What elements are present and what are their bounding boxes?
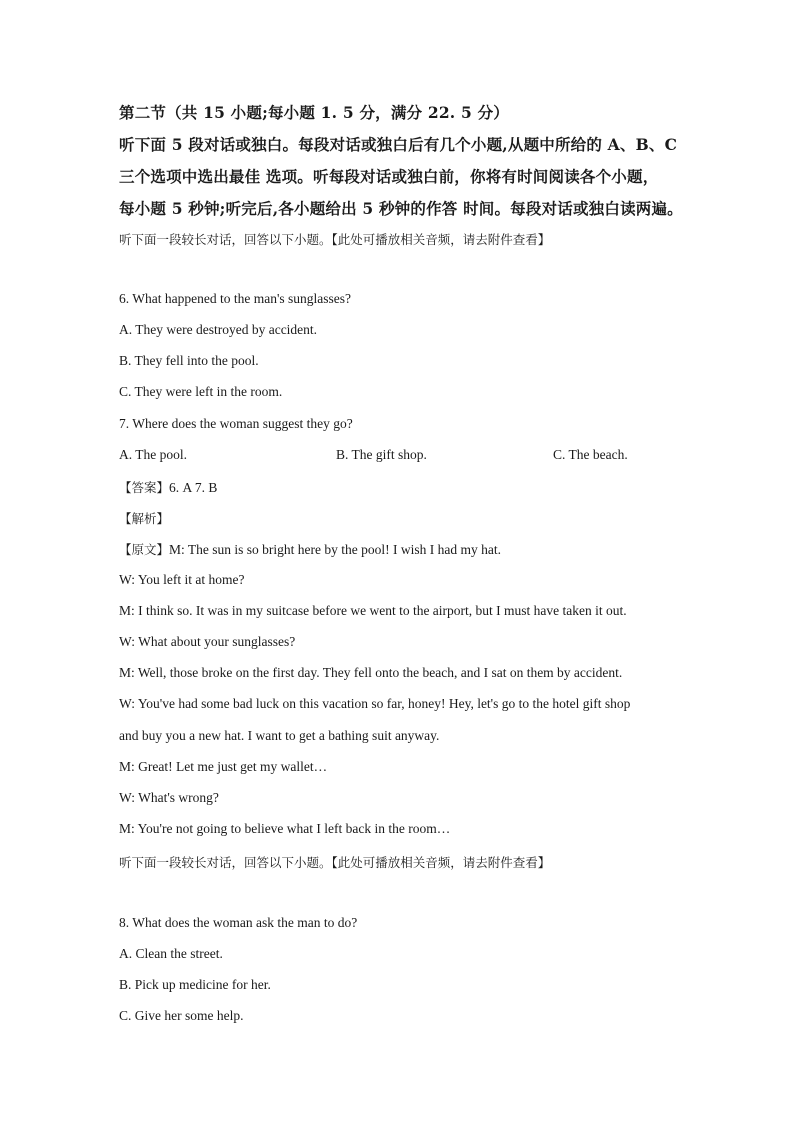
question-7-option-c: C. The beach. <box>553 447 628 462</box>
question-7-option-a: A. The pool. <box>119 447 187 462</box>
transcript-line-5: M: Well, those broke on the first day. They fell onto the beach, and I sat on them by accident. <box>119 665 623 680</box>
listening-prompt-2: 听下面一段较长对话，回答以下小题。【此处可播放相关音频，请去附件查看】 <box>119 855 551 870</box>
answer-tag: 【答案】 <box>119 480 170 495</box>
question-6-option-c: C. They were left in the room. <box>119 384 283 399</box>
question-6-option-b: B. They fell into the pool. <box>119 353 259 368</box>
question-7-option-b: B. The gift shop. <box>336 447 427 462</box>
transcript-line-2: W: You left it at home? <box>119 572 245 587</box>
answer-text: 6. A 7. B <box>169 480 218 495</box>
transcript-tag: 【原文】 <box>119 542 170 557</box>
question-6-option-a: A. They were destroyed by accident. <box>119 322 318 337</box>
transcript-line-7: and buy you a new hat. I want to get a bathing suit anyway. <box>119 728 440 743</box>
instruction-line-3: 每小题 5 秒钟;听完后,各小题给出 5 秒钟的作答 时间。每段对话或独白读两遍。 <box>119 199 683 218</box>
question-8-option-c: C. Give her some help. <box>119 1008 244 1023</box>
transcript-line-3: M: I think so. It was in my suitcase before we went to the airport, but I must have taken it out. <box>119 603 627 618</box>
transcript-line-9: W: What's wrong? <box>119 790 219 805</box>
transcript-line-6: W: You've had some bad luck on this vacation so far, honey! Hey, let's go to the hotel gift shop <box>119 696 631 711</box>
transcript-line-4: W: What about your sunglasses? <box>119 634 296 649</box>
transcript-line-10: M: You're not going to believe what I left back in the room… <box>119 821 451 836</box>
listening-prompt-1: 听下面一段较长对话，回答以下小题。【此处可播放相关音频，请去附件查看】 <box>119 232 551 247</box>
instruction-line-2: 三个选项中选出最佳 选项。听每段对话或独白前，你将有时间阅读各个小题， <box>119 167 659 186</box>
transcript-line-8: M: Great! Let me just get my wallet… <box>119 759 328 774</box>
transcript-line-1: 【原文】M: The sun is so bright here by the pool! I wish I had my hat. <box>119 542 501 557</box>
question-8: 8. What does the woman ask the man to do? <box>119 915 358 930</box>
question-8-option-b: B. Pick up medicine for her. <box>119 977 271 992</box>
section-heading: 第二节（共 15 小题;每小题 1. 5 分，满分 22. 5 分） <box>119 103 509 122</box>
analysis-tag: 【解析】 <box>119 511 170 526</box>
instruction-line-1: 听下面 5 段对话或独白。每段对话或独白后有几个小题,从题中所给的 A、B、C <box>119 135 678 154</box>
question-6: 6. What happened to the man's sunglasses? <box>119 291 352 306</box>
question-8-option-a: A. Clean the street. <box>119 946 223 961</box>
question-7: 7. Where does the woman suggest they go? <box>119 416 353 431</box>
answer-line <box>119 478 217 497</box>
